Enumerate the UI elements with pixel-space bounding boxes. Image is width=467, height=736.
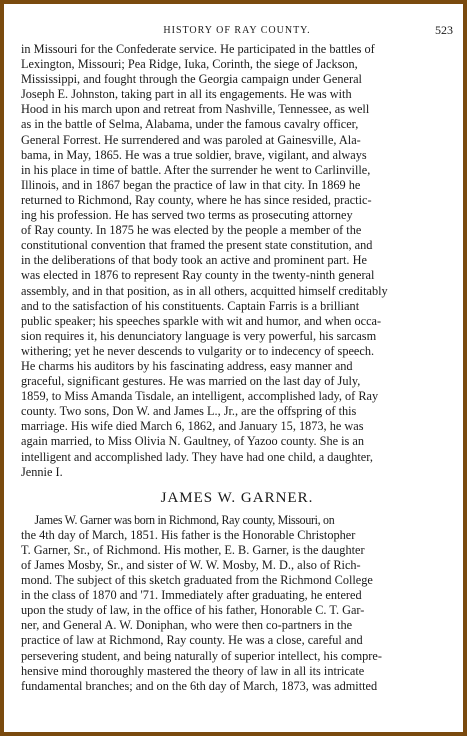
text-line: bama, in May, 1865. He was a true soldier, brave, vigilant, and always bbox=[21, 147, 367, 162]
text-line: Illinois, and in 1867 began the practice of law in that city. In 1869 he bbox=[21, 177, 361, 192]
text-line: marriage. His wife died March 6, 1862, and January 15, 1873, he was bbox=[21, 419, 364, 434]
text-line: mond. The subject of this sketch graduated from the Richmond College bbox=[21, 573, 373, 588]
text-line: in the deliberations of that body took an active and prominent part. He bbox=[21, 253, 367, 268]
text-line: intelligent and accomplished lady. They have had one child, a daughter, bbox=[21, 449, 373, 464]
garner-biography-paragraph bbox=[21, 513, 453, 694]
farris-biography-paragraph bbox=[21, 42, 453, 480]
text-line: county. Two sons, Don W. and James L., Jr., are the offspring of this bbox=[21, 404, 357, 419]
text-line: T. Garner, Sr., of Richmond. His mother, E. B. Garner, is the daughter bbox=[21, 542, 365, 557]
text-line: public speaker; his speeches sparkle with wit and humor, and when occa- bbox=[21, 313, 382, 328]
text-line: the 4th day of March, 1851. His father is the Honorable Christopher bbox=[21, 527, 356, 542]
text-line: fundamental branches; and on the 6th day of March, 1873, was admitted bbox=[21, 678, 378, 693]
text-line: James W. Garner was born in Richmond, Ray county, Missouri, on bbox=[34, 512, 335, 527]
text-line: persevering student, and being naturally of superior intellect, his compre- bbox=[21, 648, 382, 663]
text-line: hensive mind thoroughly mastered the theory of law in all its intricate bbox=[21, 663, 365, 678]
text-line: 1859, to Miss Amanda Tisdale, an intelligent, accomplished lady, of Ray bbox=[21, 389, 379, 404]
text-line: Joseph E. Johnston, taking part in all its engagements. He was with bbox=[21, 87, 352, 102]
text-line: and to the satisfaction of his constituents. Captain Farris is a brilliant bbox=[21, 298, 360, 313]
text-line: again married, to Miss Olivia N. Gaultney, of Yazoo county. She is an bbox=[21, 434, 365, 449]
text-line: He charms his auditors by his fascinating address, easy manner and bbox=[21, 358, 353, 373]
book-page bbox=[21, 25, 453, 694]
text-line: returned to Richmond, Ray county, where he has since resided, practic- bbox=[21, 192, 372, 207]
text-line: sion requires it, his denunciatory language is very powerful, his sarcasm bbox=[21, 328, 377, 343]
text-line: practice of law at Richmond, Ray county. He was a close, careful and bbox=[21, 633, 363, 648]
running-header bbox=[21, 25, 453, 41]
running-title: HISTORY OF RAY COUNTY. bbox=[163, 25, 311, 36]
text-line: as in the battle of Selma, Alabama, under the famous cavalry officer, bbox=[21, 117, 359, 132]
text-line: graceful, significant gestures. He was married on the last day of July, bbox=[21, 374, 361, 389]
text-line: of James Mosby, Sr., and sister of W. W. Mosby, M. D., also of Rich- bbox=[21, 558, 361, 572]
text-line: was elected in 1876 to represent Ray county in the twenty-ninth general bbox=[21, 268, 375, 283]
text-line: constitutional convention that framed the present state constitution, and bbox=[21, 238, 373, 253]
text-line: in the class of 1870 and '71. Immediately after graduating, he entered bbox=[21, 588, 362, 603]
text-line: in his place in time of battle. After the surrender he went to Carlinville, bbox=[21, 162, 371, 177]
page-number: 523 bbox=[435, 23, 453, 37]
text-line: upon the study of law, in the office of his father, Honorable C. T. Gar- bbox=[21, 603, 365, 618]
text-line: of Ray county. In 1875 he was elected by the people a member of the bbox=[21, 223, 362, 238]
text-line: in Missouri for the Confederate service. He participated in the battles of bbox=[21, 42, 375, 56]
text-line: Mississippi, and fought through the Georgia campaign under General bbox=[21, 72, 362, 87]
text-line: withering; yet he never descends to vulgarity or to indecency of speech. bbox=[21, 343, 375, 358]
text-line: Hood in his march upon and retreat from Nashville, Tennessee, as well bbox=[21, 102, 370, 117]
text-line: Jennie I. bbox=[21, 464, 63, 479]
text-line: assembly, and in that position, as in all others, acquitted himself creditably bbox=[21, 283, 388, 298]
text-line: ing his profession. He has served two terms as prosecuting attorney bbox=[21, 208, 353, 223]
text-line: ner, and General A. W. Doniphan, who were then co-partners in the bbox=[21, 618, 353, 633]
text-line: Lexington, Missouri; Pea Ridge, Iuka, Corinth, the siege of Jackson, bbox=[21, 57, 358, 72]
section-heading: JAMES W. GARNER. bbox=[160, 489, 314, 506]
text-line: General Forrest. He surrendered and was paroled at Gainesville, Ala- bbox=[21, 132, 361, 147]
